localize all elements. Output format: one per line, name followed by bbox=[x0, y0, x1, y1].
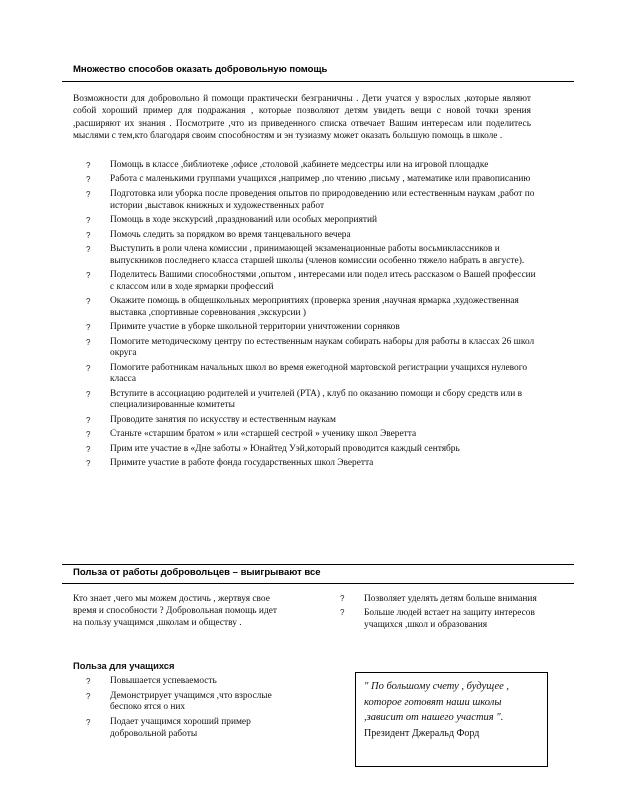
list-item-text: Прим ите участие в «Дне заботы » Юнайтед Уэй,который проводится каждый сентябрь bbox=[110, 443, 460, 454]
students-benefits-heading: Польза для учащихся bbox=[73, 660, 175, 671]
bullet-icon: ? bbox=[86, 691, 91, 701]
list-item bbox=[86, 174, 541, 186]
section-title-ways-to-help: Множество способов оказать добровольную помощь bbox=[73, 64, 328, 75]
general-benefits-list bbox=[340, 593, 540, 633]
list-item bbox=[340, 593, 540, 605]
list-item bbox=[86, 189, 541, 212]
list-item bbox=[86, 691, 286, 714]
bullet-icon: ? bbox=[86, 230, 91, 240]
bullet-icon: ? bbox=[86, 189, 91, 199]
list-item bbox=[86, 389, 541, 412]
list-item-text: Станьте «старшим братом » или «старшей сестрой » ученику школ Эверетта bbox=[110, 429, 417, 440]
bullet-icon: ? bbox=[86, 389, 91, 399]
bullet-icon: ? bbox=[86, 297, 91, 307]
bullet-icon: ? bbox=[340, 608, 345, 618]
list-item-text: Поделитесь Вашими способностями ,опытом , интересами или подел итесь рассказом о Вашей профессии с классом или в ходе ярмарки профессий bbox=[110, 270, 536, 292]
quote-box bbox=[355, 672, 548, 767]
list-item bbox=[86, 270, 541, 293]
list-item bbox=[86, 415, 541, 427]
list-item-text: Больше людей встает на защиту интересов учащихся ,школ и образования bbox=[364, 608, 535, 631]
intro-paragraph: Возможности для добровольно й помощи практически безграничны . Дети учатся у взрослых ,которые являют собой хороший пример для подражания , которые позволяют детям увидеть вещи с новой точки зрения ,расширяют их знания . Посмотрите ,что из приведенного списка отвечает Вашим интересам или поделитесь мыслями с тем,кто благодаря своим способностям и эн тузиазму может оказать большую помощь в школе . bbox=[73, 94, 531, 141]
list-item-text: Помогите работникам начальных школ во время ежегодной мартовской регистрации учащихся нулевого класса bbox=[110, 362, 528, 385]
list-item bbox=[86, 322, 541, 334]
bullet-icon: ? bbox=[86, 337, 91, 347]
list-item bbox=[86, 429, 541, 441]
list-item-text: Помощь в ходе экскурсий ,празднований или особых мероприятий bbox=[110, 215, 378, 226]
list-item bbox=[340, 607, 540, 631]
list-item-text: Повышается успеваемость bbox=[110, 676, 217, 686]
list-item bbox=[86, 363, 541, 386]
section-divider-middle bbox=[62, 564, 574, 565]
list-item-text: Помочь следить за порядком во время танцевального вечера bbox=[110, 229, 351, 240]
list-item-text: Помогите методическому центру по естественным наукам собирать наборы для работы в классах 26 школ округа bbox=[110, 336, 535, 359]
list-item bbox=[86, 717, 286, 740]
bullet-icon: ? bbox=[340, 594, 345, 603]
bullet-icon: ? bbox=[86, 430, 91, 440]
volunteer-options-list bbox=[86, 160, 541, 473]
list-item-text: Вступите в ассоциацию родителей и учителей (PTA) , клуб по оказанию помощи и сбору средств или в специализированные комитеты bbox=[110, 388, 523, 411]
bullet-icon: ? bbox=[86, 363, 91, 373]
list-item-text: Выступить в роли члена комиссии , принимающей экзаменационные работы восьмиклассников и выпускников последнего класса старшей школы (членов комиссии особенно тяжело набрать в августе). bbox=[110, 244, 525, 266]
list-item-text: Демонстрирует учащимся ,что взрослые беспоко ятся о них bbox=[110, 690, 272, 713]
list-item bbox=[86, 160, 541, 172]
bullet-icon: ? bbox=[86, 444, 91, 454]
list-item-text: Проводите занятия по искусству и естественным наукам bbox=[110, 414, 336, 425]
list-item-text: Подготовка или уборка после проведения опытов по природоведению или естественным наукам ,работ по истории ,выставок книжных и художественных работ bbox=[110, 188, 535, 211]
list-item bbox=[86, 215, 541, 227]
list-item-text: Примите участие в уборке школьной территории уничтожении сорняков bbox=[110, 322, 400, 333]
bullet-icon: ? bbox=[86, 175, 91, 185]
bullet-icon: ? bbox=[86, 271, 91, 281]
list-item-text: Окажите помощь в общешкольных мероприятиях (проверка зрения ,научная ярмарка ,художественная выставка ,спортивные соревнования ,экскурсии ) bbox=[110, 296, 519, 318]
list-item bbox=[86, 458, 541, 470]
bullet-icon: ? bbox=[86, 415, 91, 425]
list-item bbox=[86, 676, 286, 688]
bullet-icon: ? bbox=[86, 245, 91, 255]
section-divider-benefits bbox=[62, 583, 574, 584]
section-divider-top bbox=[62, 81, 574, 82]
quote-author: Президент Джеральд Форд bbox=[364, 727, 480, 739]
bullet-icon: ? bbox=[86, 323, 91, 333]
benefits-intro-paragraph: Кто знает ,чего мы можем достичь , жертвуя свое время и способности ? Добровольная помощь идет на пользу учащимся ,школам и обществу . bbox=[73, 594, 277, 629]
bullet-icon: ? bbox=[86, 459, 91, 469]
bullet-icon: ? bbox=[86, 677, 91, 686]
students-benefits-list bbox=[86, 676, 286, 744]
bullet-icon: ? bbox=[86, 216, 91, 226]
list-item bbox=[86, 230, 541, 242]
list-item-text: Помощь в классе ,библиотеке ,офисе ,столовой ,кабинете медсестры или на игровой площадке bbox=[110, 160, 489, 170]
section-title-benefits: Польза от работы добровольцев – выигрывают все bbox=[73, 567, 321, 578]
list-item-text: Работа с маленькими группами учащихся ,например ,по чтению ,письму , математике или правописанию bbox=[110, 174, 531, 185]
list-item-text: Примите участие в работе фонда государственных школ Эверетта bbox=[110, 458, 374, 469]
list-item bbox=[86, 337, 541, 360]
bullet-icon: ? bbox=[86, 718, 91, 728]
bullet-icon: ? bbox=[86, 161, 91, 170]
list-item bbox=[86, 244, 541, 267]
list-item-text: Подает учащимся хороший пример добровольной работы bbox=[110, 717, 251, 739]
list-item-text: Позволяет уделять детям больше внимания bbox=[364, 594, 537, 604]
list-item bbox=[86, 296, 541, 319]
list-item bbox=[86, 444, 541, 456]
quote-text: " По большому счету , будущее , которое готовят наши школы ,зависит от нашего участия ". bbox=[364, 681, 510, 723]
